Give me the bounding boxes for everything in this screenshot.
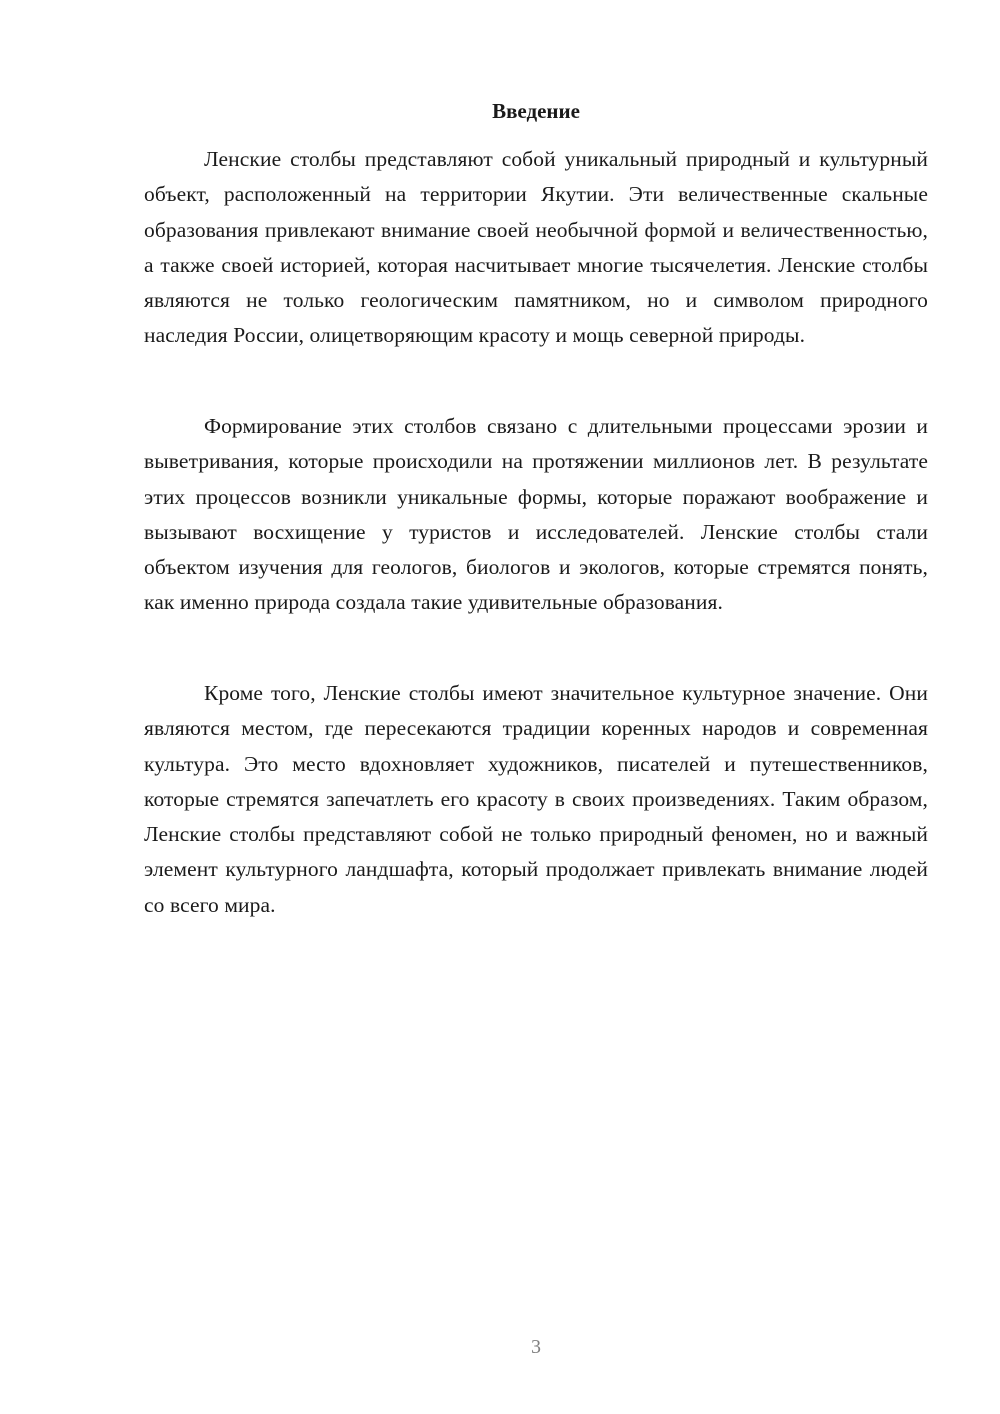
paragraph-3: Кроме того, Ленские столбы имеют значительное культурное значение. Они являются местом, где пересекаются традиции коренных народов и современная культура. Это место вдохновляет художников, писателей и путешественников, которые стремятся запечатлеть его красоту в своих произведениях. Таким образом, Ленские столбы представляют собой не только природный феномен, но и важный элемент культурного ландшафта, который продолжает привлекать внимание людей со всего мира. <box>144 681 928 917</box>
section-heading: Введение <box>492 99 580 123</box>
paragraph-1: Ленские столбы представляют собой уникальный природный и культурный объект, расположенный на территории Якутии. Эти величественные скальные образования привлекают внимание своей необычной формой и величественностью, а также своей историей, которая насчитывает многие тысячелетия. Ленские столбы являются не только геологическим памятником, но и символом природного наследия России, олицетворяющим красоту и мощь северной природы. <box>144 147 928 348</box>
paragraph-2: Формирование этих столбов связано с длительными процессами эрозии и выветривания, которые происходили на протяжении миллионов лет. В результате этих процессов возникли уникальные формы, которые поражают воображение и вызывают восхищение у туристов и исследователей. Ленские столбы стали объектом изучения для геологов, биологов и экологов, которые стремятся понять, как именно природа создала такие удивительные образования. <box>144 414 928 615</box>
page-number: 3 <box>531 1336 541 1358</box>
